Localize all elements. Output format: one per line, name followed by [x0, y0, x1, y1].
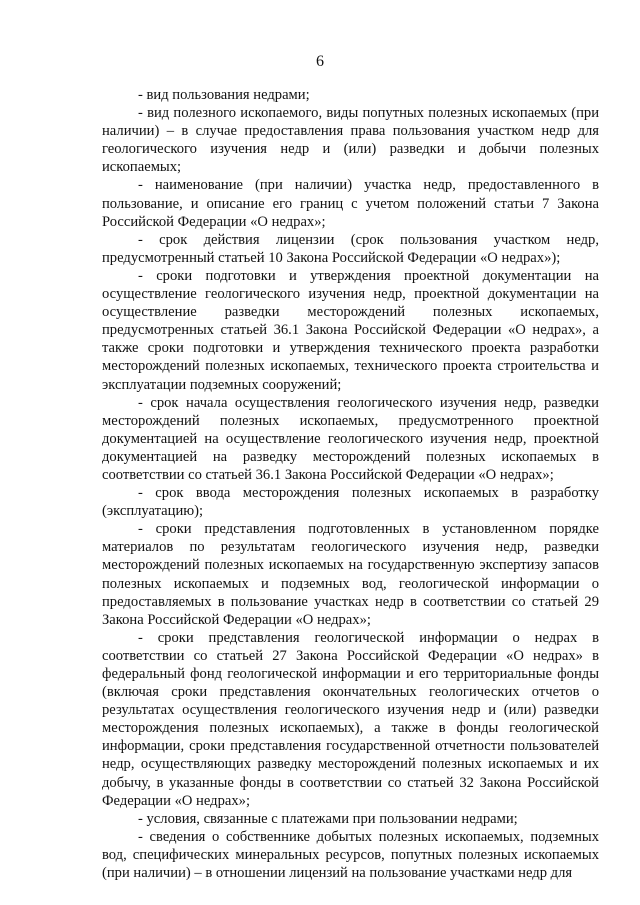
- paragraph-license-term: - срок действия лицензии (срок пользования участком недр, предусмотренный статьей 10 Закона Российской Федерации «О недрах»);: [102, 231, 599, 266]
- paragraph-design-deadlines: - сроки подготовки и утверждения проектной документации на осуществление геологического изучения недр, проектной документации на осуществление разведки месторождений полезных ископаемых, предусмотренных статьей 36.1 Закона Российской Федерации «О недрах», а также сроки подготовки и утверждения технического проекта разработки месторождений полезных ископаемых, технического проекта строительства и эксплуатации подземных сооружений;: [102, 267, 599, 393]
- paragraph-owner-info: - сведения о собственнике добытых полезных ископаемых, подземных вод, специфических минеральных ресурсов, попутных полезных ископаемых (при наличии) – в отношении лицензий на пользование участками недр для: [102, 828, 599, 882]
- paragraph-commissioning-deadline: - срок ввода месторождения полезных ископаемых в разработку (эксплуатацию);: [102, 485, 599, 520]
- paragraph-plot-name: - наименование (при наличии) участка недр, предоставленного в пользование, и описание его границ с учетом положений статьи 7 Закона Российской Федерации «О недрах»;: [102, 177, 599, 230]
- page-number: 6: [316, 53, 324, 70]
- paragraph-start-deadline: - срок начала осуществления геологического изучения недр, разведки месторождений полезных ископаемых, предусмотренного проектной документацией на осуществление геологического изучения недр, проектной документацией на разведку месторождений полезных ископаемых в соответствии со статьей 36.1 Закона Российской Федерации «О недрах»;: [102, 394, 599, 483]
- paragraph-subsoil-use-type: - вид пользования недрами;: [138, 87, 310, 103]
- paragraph-expertise-deadlines: - сроки представления подготовленных в установленном порядке материалов по результатам геологического изучения недр, разведки месторождений полезных ископаемых на государственную экспертизу запасов полезных ископаемых и подземных вод, геологической информации о предоставляемых в пользование участках недр в соответствии со статьей 29 Закона Российской Федерации «О недрах»;: [102, 521, 599, 628]
- paragraph-info-deadlines: - сроки представления геологической информации о недрах в соответствии со статьей 27 Закона Российской Федерации «О недрах» в федеральный фонд геологической информации и его территориальные фонды (включая сроки представления окончательных геологических отчетов о результатах осуществления геологического изучения недр и (или) разведки месторождения полезных ископаемых), а также в фонды геологической информации, сроки представления государственной отчетности пользователей недр, осуществляющих разведку месторождений полезных ископаемых и их добычу, в указанные фонды в соответствии со статьей 32 Закона Российской Федерации «О недрах»;: [102, 629, 599, 809]
- paragraph-mineral-type: - вид полезного ископаемого, виды попутных полезных ископаемых (при наличии) – в случае предоставления права пользования участком недр для геологического изучения недр и (или) разведки и добычи полезных ископаемых;: [102, 105, 599, 176]
- paragraph-payment-conditions: - условия, связанные с платежами при пользовании недрами;: [138, 810, 518, 827]
- document-body: [102, 86, 599, 882]
